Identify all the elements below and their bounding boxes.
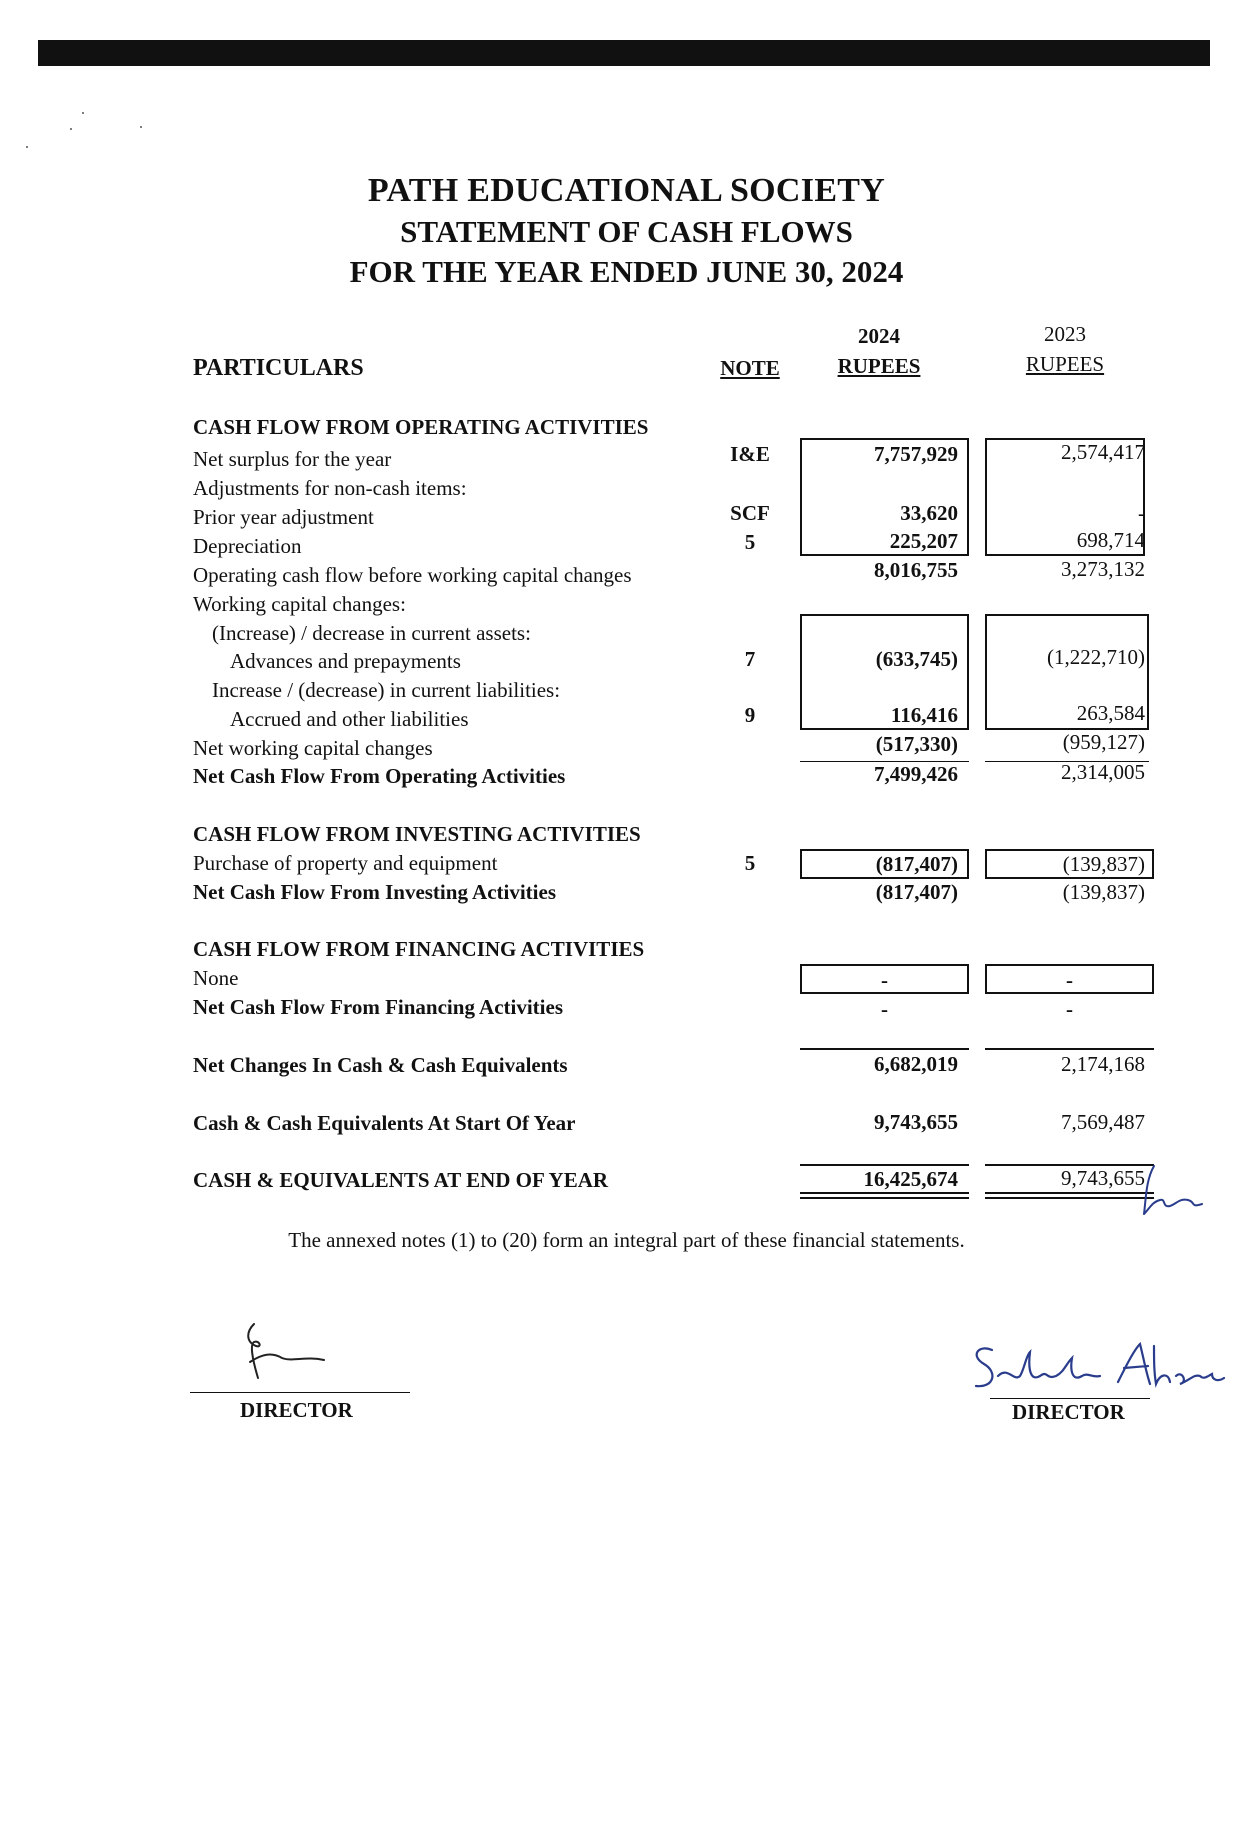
particulars-header: PARTICULARS (193, 355, 364, 381)
depreciation-2024: 225,207 (889, 529, 958, 553)
prior-year-2024: 33,620 (900, 501, 958, 525)
net-changes-label: Net Changes In Cash & Cash Equivalents (193, 1053, 568, 1077)
rule-2023-end-double-1 (985, 1192, 1154, 1194)
net-operating-2023: 2,314,005 (1061, 760, 1145, 784)
net-investing-2023: (139,837) (1062, 880, 1145, 904)
depreciation-2023: 698,714 (1076, 528, 1145, 552)
operating-heading: CASH FLOW FROM OPERATING ACTIVITIES (193, 415, 649, 439)
current-liabilities-label: Increase / (decrease) in current liabilities: (212, 678, 561, 702)
rule-2023-end-double-2 (985, 1197, 1154, 1199)
before-wc-2023: 3,273,132 (1061, 557, 1145, 581)
initials-signature (1140, 1158, 1210, 1220)
statement-title: STATEMENT OF CASH FLOWS (400, 214, 853, 249)
accrued-label: Accrued and other liabilities (230, 707, 469, 731)
scan-speck (82, 112, 84, 114)
net-surplus-2023: 2,574,417 (1061, 440, 1145, 464)
accrued-2023: 263,584 (1076, 701, 1145, 725)
accrued-2024: 116,416 (890, 703, 958, 727)
advances-note: 7 (744, 647, 756, 671)
depreciation-label: Depreciation (193, 534, 302, 558)
net-financing-label: Net Cash Flow From Financing Activities (193, 995, 564, 1019)
accrued-note: 9 (744, 703, 756, 727)
advances-2024: (633,745) (875, 647, 958, 671)
net-surplus-label: Net surplus for the year (193, 447, 392, 471)
before-wc-2024: 8,016,755 (874, 558, 958, 582)
rule-2024-net-changes (800, 1048, 969, 1050)
scan-speck (70, 128, 72, 130)
financing-heading: CASH FLOW FROM FINANCING ACTIVITIES (193, 937, 645, 961)
start-of-year-2023: 7,569,487 (1061, 1110, 1145, 1134)
net-surplus-2024: 7,757,929 (874, 442, 958, 466)
prior-year-label: Prior year adjustment (193, 505, 374, 529)
depreciation-note: 5 (744, 530, 756, 554)
net-wc-label: Net working capital changes (193, 736, 433, 760)
none-2024: - (881, 968, 888, 992)
net-changes-2023: 2,174,168 (1061, 1052, 1145, 1076)
organization-name: PATH EDUCATIONAL SOCIETY (367, 172, 886, 209)
end-of-year-2024: 16,425,674 (863, 1167, 958, 1191)
before-wc-label: Operating cash flow before working capital changes (193, 563, 632, 587)
right-director-title: DIRECTOR (1012, 1400, 1125, 1424)
net-wc-2024: (517,330) (875, 732, 958, 756)
net-operating-2024: 7,499,426 (874, 762, 958, 786)
rule-2023-net-changes (985, 1048, 1154, 1050)
net-financing-2023: - (1066, 997, 1073, 1021)
purchase-label: Purchase of property and equipment (193, 851, 498, 875)
year-2023-header: 2023 (1044, 322, 1086, 346)
left-signature-line (190, 1392, 410, 1393)
scan-speck (140, 126, 142, 128)
rupees-2024-header: RUPEES (837, 354, 921, 378)
scan-top-border (38, 40, 1210, 66)
none-2023: - (1066, 968, 1073, 992)
prior-year-2023: - (1138, 501, 1145, 525)
net-operating-label: Net Cash Flow From Operating Activities (193, 764, 566, 788)
end-of-year-label: CASH & EQUIVALENTS AT END OF YEAR (193, 1168, 609, 1192)
net-financing-2024: - (881, 997, 888, 1021)
wc-label: Working capital changes: (193, 592, 406, 616)
net-investing-2024: (817,407) (875, 880, 958, 904)
net-changes-2024: 6,682,019 (874, 1052, 958, 1076)
right-signature-line (990, 1398, 1150, 1399)
purchase-note: 5 (744, 851, 756, 875)
right-director-signature (968, 1336, 1228, 1402)
current-assets-label: (Increase) / decrease in current assets: (212, 621, 531, 645)
none-label: None (193, 966, 239, 990)
statement-period: FOR THE YEAR ENDED JUNE 30, 2024 (349, 254, 904, 289)
rupees-2023-header: RUPEES (1025, 352, 1105, 376)
end-of-year-2023: 9,743,655 (1061, 1166, 1145, 1190)
left-director-signature (232, 1318, 352, 1390)
net-wc-2023: (959,127) (1062, 730, 1145, 754)
rule-2024-end-top (800, 1164, 969, 1166)
rule-2024-end-double-1 (800, 1192, 969, 1194)
net-surplus-note: I&E (730, 442, 770, 466)
adjustments-label: Adjustments for non-cash items: (193, 476, 467, 500)
advances-label: Advances and prepayments (230, 649, 461, 673)
advances-2023: (1,222,710) (1047, 645, 1145, 669)
start-of-year-2024: 9,743,655 (874, 1110, 958, 1134)
purchase-2024: (817,407) (875, 852, 958, 876)
year-2024-header: 2024 (858, 324, 900, 348)
scan-speck (26, 146, 28, 148)
prior-year-note: SCF (730, 501, 770, 525)
net-investing-label: Net Cash Flow From Investing Activities (193, 880, 556, 904)
note-header: NOTE (720, 356, 780, 380)
investing-heading: CASH FLOW FROM INVESTING ACTIVITIES (193, 822, 641, 846)
rule-2024-end-double-2 (800, 1197, 969, 1199)
purchase-2023: (139,837) (1062, 852, 1145, 876)
start-of-year-label: Cash & Cash Equivalents At Start Of Year (193, 1111, 576, 1135)
annexed-notes-footnote: The annexed notes (1) to (20) form an integral part of these financial statements. (288, 1228, 965, 1252)
left-director-title: DIRECTOR (240, 1398, 353, 1422)
